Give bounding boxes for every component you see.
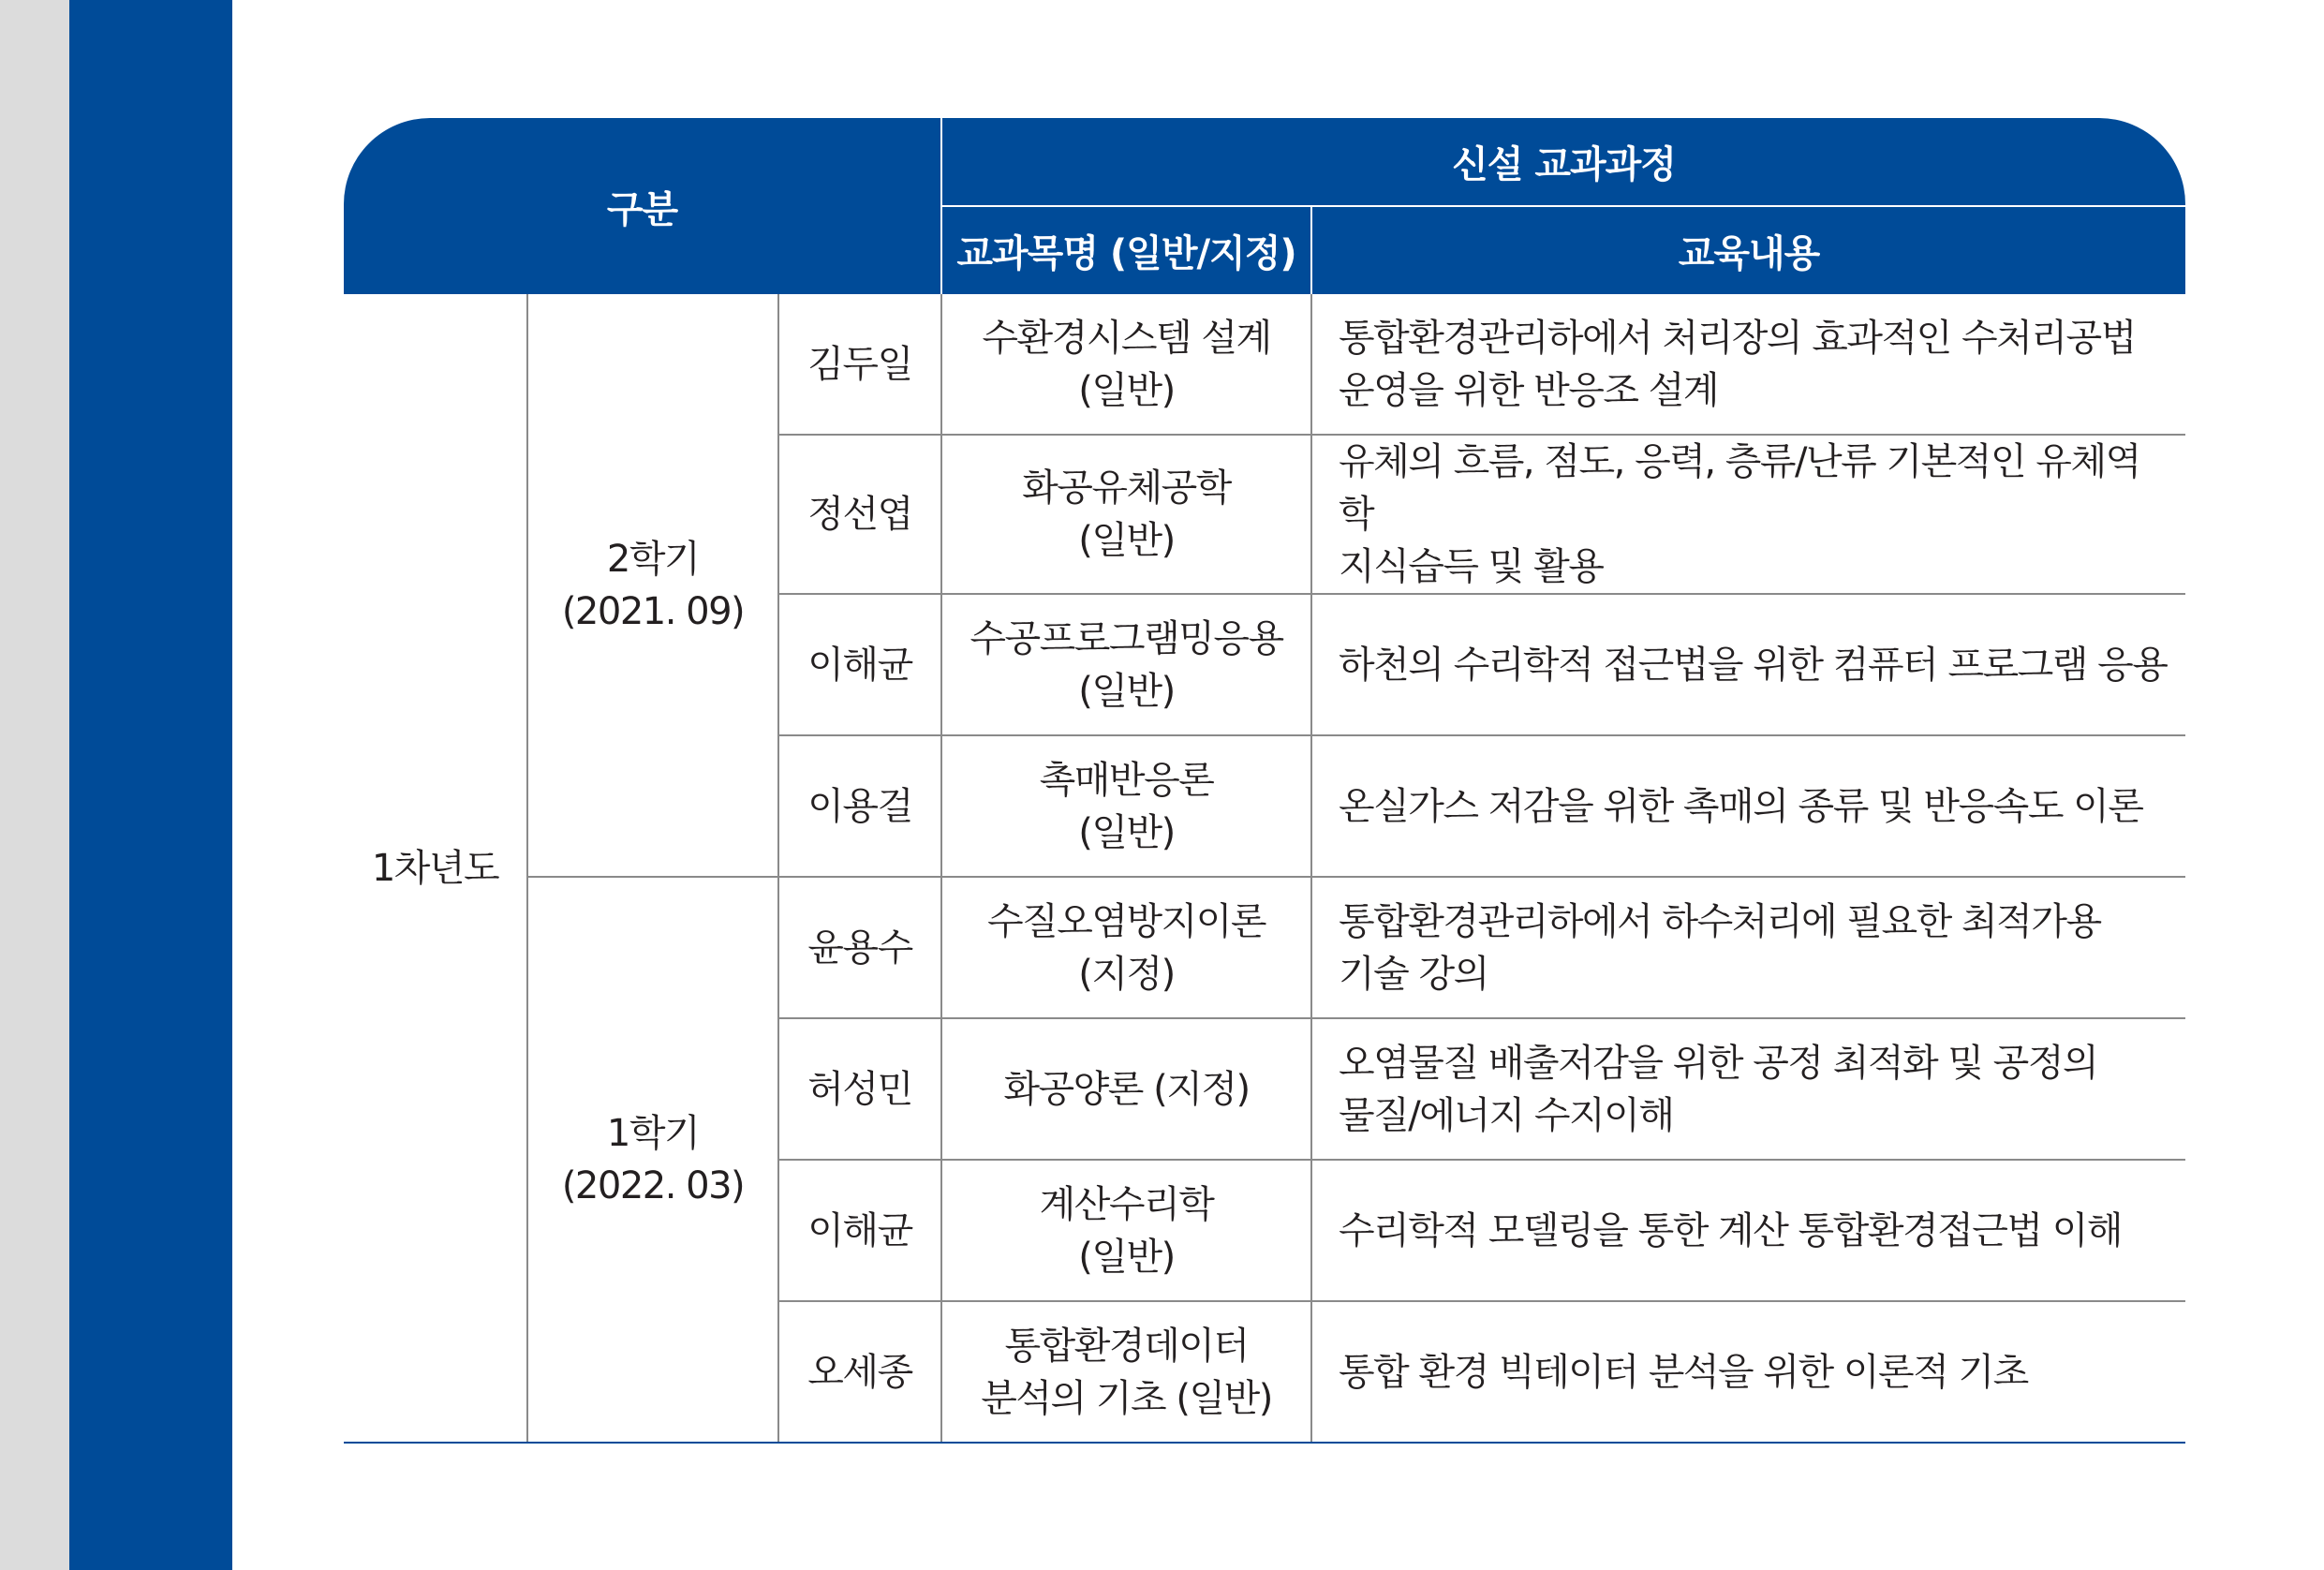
instructor-cell: 허성민 <box>778 1018 941 1160</box>
course-type: (일반) <box>1078 810 1175 854</box>
header-course-name: 교과목명 (일반/지정) <box>941 206 1311 294</box>
instructor-cell: 오세종 <box>778 1301 941 1443</box>
content-line: 통합환경관리하에서 처리장의 효과적인 수처리공법 <box>1339 316 2136 360</box>
semester-date: (2022. 03) <box>561 1164 745 1207</box>
course-type: (일반) <box>1078 519 1175 562</box>
course-type: 분석의 기초 (일반) <box>981 1376 1272 1420</box>
course-cell <box>941 1018 1311 1160</box>
course-name: 촉매반응론 <box>1039 758 1214 802</box>
content-cell <box>1311 594 2185 735</box>
course-name: 수공프로그램밍응용 <box>970 616 1283 660</box>
content-line: 통합 환경 빅테이터 분석을 위한 이론적 기초 <box>1339 1350 2028 1394</box>
content-line: 통합환경관리하에서 하수처리에 필요한 최적가용 <box>1339 899 2101 943</box>
content-cell <box>1311 1018 2185 1160</box>
course-type: (지정) <box>1078 952 1175 996</box>
course-name: 화공유체공학 <box>1022 467 1231 510</box>
content-line: 기술 강의 <box>1339 952 1488 996</box>
table-header <box>344 118 2185 294</box>
content-line: 물질/에너지 수지이해 <box>1339 1093 1674 1137</box>
content-line: 지식습득 및 활용 <box>1339 545 1604 588</box>
instructor-cell: 이해균 <box>778 1160 941 1301</box>
semester-name: 1학기 <box>606 1112 700 1155</box>
course-cell <box>941 435 1311 594</box>
table-row <box>344 877 2185 1018</box>
course-name: 화공양론 (지정) <box>1003 1067 1250 1111</box>
course-type: (일반) <box>1078 368 1175 412</box>
course-type: (일반) <box>1078 669 1175 713</box>
instructor-cell: 김두일 <box>778 294 941 435</box>
content-line: 온실가스 저감을 위한 촉매의 종류 및 반응속도 이론 <box>1339 784 2143 828</box>
instructor-cell: 윤용수 <box>778 877 941 1018</box>
content-line: 수리학적 모델링을 통한 계산 통합환경접근법 이해 <box>1339 1208 2123 1252</box>
instructor-cell: 이용걸 <box>778 735 941 877</box>
semester-name: 2학기 <box>606 537 700 581</box>
content-cell <box>1311 1160 2185 1301</box>
table-body <box>344 294 2185 1443</box>
course-name: 수질오염방지이론 <box>986 899 1266 943</box>
content-cell <box>1311 1301 2185 1443</box>
course-cell <box>941 594 1311 735</box>
course-name: 계산수리학 <box>1039 1182 1214 1226</box>
header-category: 구분 <box>344 118 941 294</box>
content-cell <box>1311 435 2185 594</box>
content-line: 유체의 흐름, 점도, 응력, 층류/난류 기본적인 유체역학 <box>1339 440 2140 536</box>
course-cell <box>941 1301 1311 1443</box>
instructor-cell: 정선엽 <box>778 435 941 594</box>
header-new-curriculum: 신설 교과과정 <box>941 118 2185 206</box>
curriculum-table-container <box>344 118 2185 1444</box>
course-name: 수환경시스템 설계 <box>982 316 1271 360</box>
course-cell <box>941 877 1311 1018</box>
course-type: (일반) <box>1078 1235 1175 1279</box>
course-cell <box>941 294 1311 435</box>
year-cell: 1차년도 <box>344 294 527 1443</box>
content-cell <box>1311 294 2185 435</box>
course-cell <box>941 1160 1311 1301</box>
content-line: 하천의 수리학적 접근법을 위한 컴퓨터 프로그램 응용 <box>1339 643 2168 687</box>
course-name: 통합환경데이터 <box>1004 1324 1249 1368</box>
header-content: 교육내용 <box>1311 206 2185 294</box>
course-cell <box>941 735 1311 877</box>
content-line: 오염물질 배출저감을 위한 공정 최적화 및 공정의 <box>1339 1041 2098 1085</box>
table-row <box>344 294 2185 435</box>
content-cell <box>1311 877 2185 1018</box>
content-line: 운영을 위한 반응조 설계 <box>1339 368 1719 412</box>
semester-cell <box>527 877 778 1443</box>
left-gray-margin <box>0 0 69 1570</box>
instructor-cell: 이해균 <box>778 594 941 735</box>
content-cell <box>1311 735 2185 877</box>
semester-date: (2021. 09) <box>561 589 745 633</box>
curriculum-table <box>344 118 2185 1444</box>
left-blue-band <box>69 0 232 1570</box>
semester-cell <box>527 294 778 877</box>
